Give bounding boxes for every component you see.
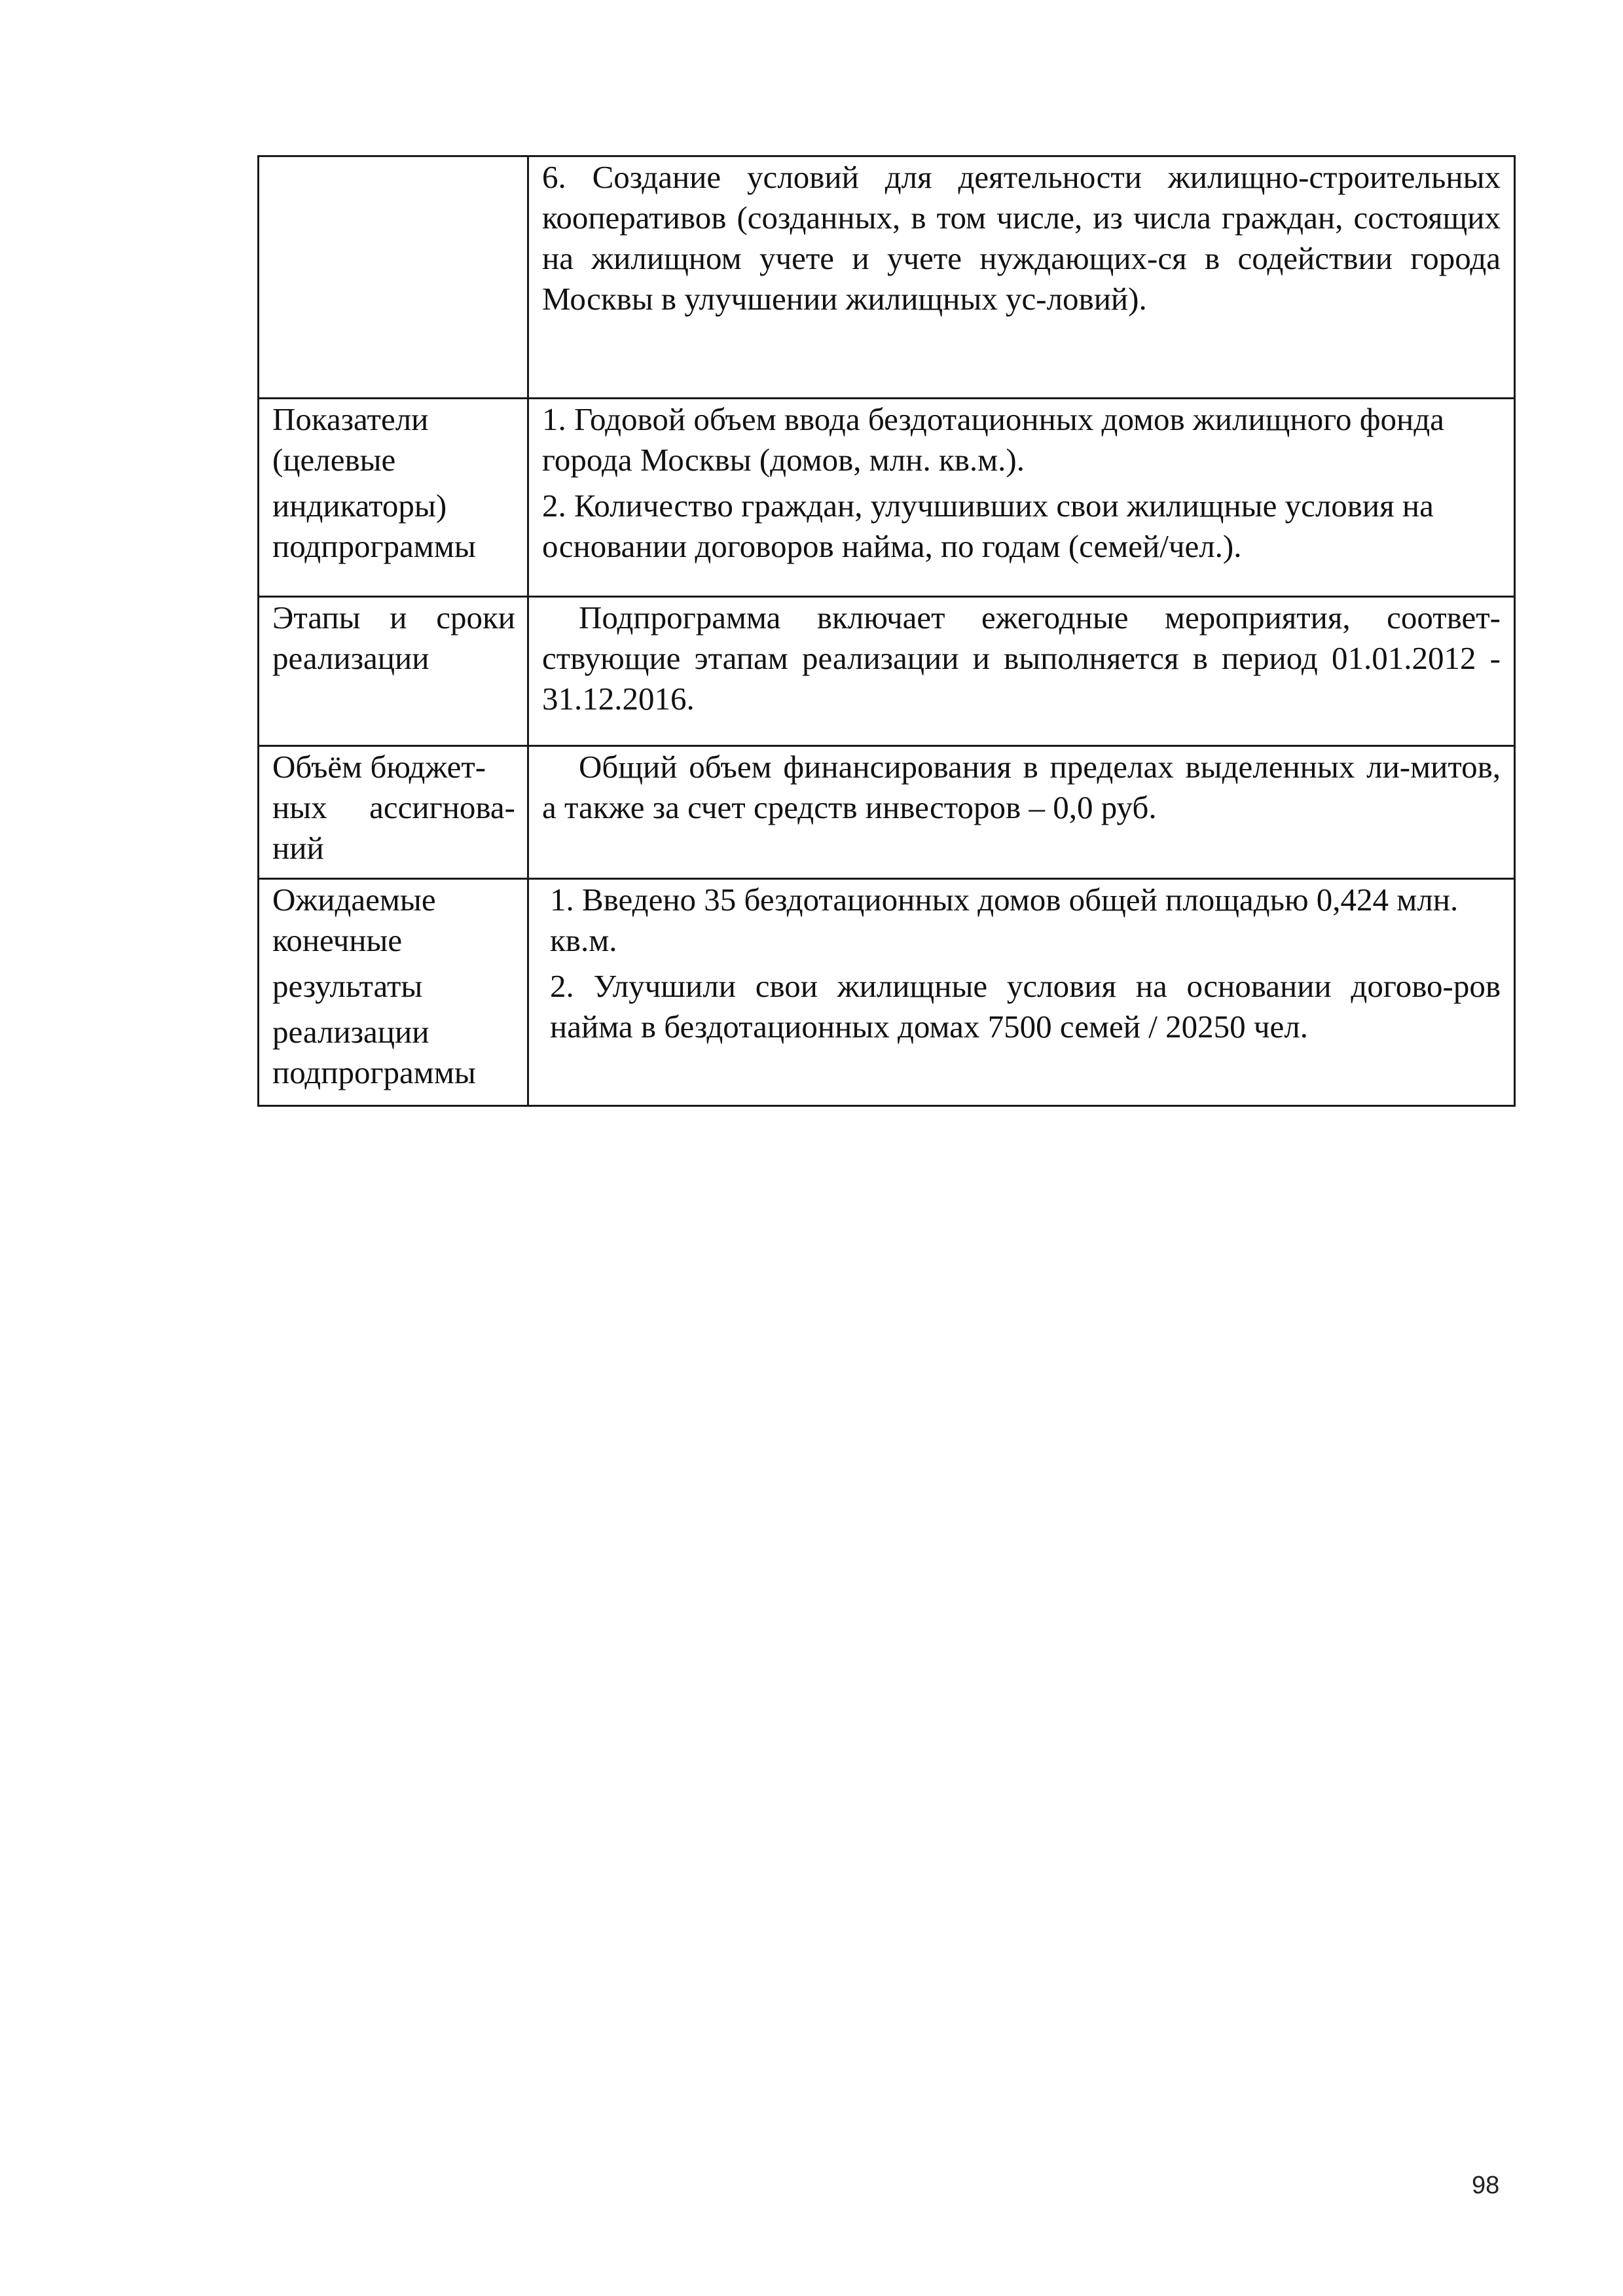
label-line: подпрограммы — [272, 1054, 476, 1090]
table-row — [259, 399, 1515, 597]
label-line: подпрограммы — [272, 528, 476, 564]
label-line: (целевые — [272, 442, 396, 478]
label-line: Этапы и сроки — [272, 600, 515, 636]
result-item-2: 2. Улучшили свои жилищные условия на основании догово-ров найма в бездотационных домах 7500 семей / 20250 чел. — [550, 968, 1501, 1045]
row-label-budget — [259, 746, 528, 879]
table-row — [259, 879, 1515, 1106]
label-line: Ожидаемые — [272, 882, 436, 918]
result-item-1: 1. Введено 35 бездотационных домов общей площадью 0,424 млн. кв.м. — [550, 882, 1459, 958]
table-row — [259, 746, 1515, 879]
row-label-empty — [259, 156, 528, 399]
budget-text: Общий объем финансирования в пределах выделенных ли-митов, а также за счет средств инвесторов – 0,0 руб. — [542, 749, 1501, 825]
passport-table — [257, 155, 1516, 1107]
stages-text: Подпрограмма включает ежегодные мероприятия, соответ-ствующие этапам реализации и выполняется в период 01.01.2012 - 31.12.2016. — [542, 600, 1501, 717]
indicator-item-1: 1. Годовой объем ввода бездотационных домов жилищного фонда города Москвы (домов, млн. кв.м.). — [542, 401, 1444, 478]
page-number: 98 — [1472, 2172, 1500, 2199]
label-line: конечные — [272, 922, 403, 958]
indicator-item-2: 2. Количество граждан, улучшивших свои жилищные условия на основании договоров найма, по годам (семей/чел.). — [542, 488, 1434, 564]
task-item-6: 6. Создание условий для деятельности жилищно-строительных кооперативов (созданных, в том числе, из числа граждан, состоящих на жилищном учете и учете нуждающих-ся в содействии города Москвы в улучшении жилищных ус-ловий). — [542, 159, 1501, 317]
row-content-indicators — [528, 399, 1515, 597]
row-label-indicators — [259, 399, 528, 597]
label-line: ний — [272, 830, 324, 866]
row-content-stages — [528, 597, 1515, 746]
row-content-tasks-continued — [528, 156, 1515, 399]
label-line: Объём бюджет- — [272, 749, 486, 785]
row-content-budget — [528, 746, 1515, 879]
label-line: Показатели — [272, 401, 429, 437]
label-line: реализации — [272, 640, 429, 676]
row-label-stages — [259, 597, 528, 746]
label-line: индикаторы) — [272, 488, 447, 524]
label-line: результаты — [272, 968, 423, 1004]
label-line: реализации — [272, 1014, 429, 1050]
row-label-results — [259, 879, 528, 1106]
table-row — [259, 156, 1515, 399]
label-line: ных ассигнова- — [272, 789, 515, 825]
table-row — [259, 597, 1515, 746]
row-content-results — [528, 879, 1515, 1106]
